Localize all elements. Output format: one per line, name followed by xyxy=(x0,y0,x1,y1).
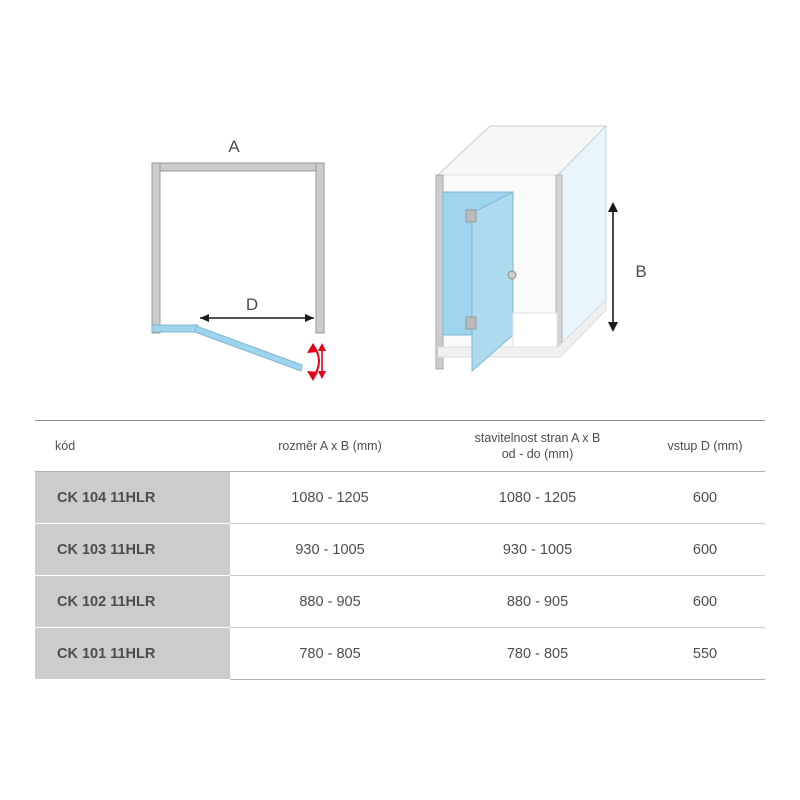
column-header-entry: vstup D (mm) xyxy=(645,421,765,472)
specification-table-wrapper xyxy=(35,420,765,680)
column-header-adjustability xyxy=(430,421,645,472)
cell-code: CK 104 11HLR xyxy=(35,472,230,524)
cell-adjustability: 880 - 905 xyxy=(430,576,645,628)
perspective-label-b: B xyxy=(635,262,647,281)
cell-size: 780 - 805 xyxy=(230,628,430,680)
column-header-adjustability-line2: od - do (mm) xyxy=(501,446,574,461)
swing-direction-arrow xyxy=(307,343,326,381)
specification-table xyxy=(35,420,765,680)
table-row xyxy=(35,472,765,524)
table-row xyxy=(35,628,765,680)
column-header-adjustability-line1: stavitelnost stran A x B xyxy=(474,431,601,445)
table-row xyxy=(35,524,765,576)
table-body xyxy=(35,472,765,680)
cell-adjustability: 930 - 1005 xyxy=(430,524,645,576)
dimension-b xyxy=(608,202,618,332)
table-header-row xyxy=(35,421,765,472)
column-header-code: kód xyxy=(35,421,230,472)
table-row xyxy=(35,576,765,628)
perspective-view-drawing xyxy=(436,126,647,371)
cell-code: CK 101 11HLR xyxy=(35,628,230,680)
plan-label-d: D xyxy=(245,295,259,314)
table-header xyxy=(35,421,765,472)
plan-view-drawing xyxy=(152,137,326,381)
cell-entry: 600 xyxy=(645,524,765,576)
cell-entry: 600 xyxy=(645,576,765,628)
cell-size: 930 - 1005 xyxy=(230,524,430,576)
cell-code: CK 103 11HLR xyxy=(35,524,230,576)
cell-size: 1080 - 1205 xyxy=(230,472,430,524)
cell-size: 880 - 905 xyxy=(230,576,430,628)
cell-adjustability: 1080 - 1205 xyxy=(430,472,645,524)
cell-adjustability: 780 - 805 xyxy=(430,628,645,680)
cell-entry: 600 xyxy=(645,472,765,524)
plan-label-a: A xyxy=(228,137,240,156)
cell-entry: 550 xyxy=(645,628,765,680)
cell-code: CK 102 11HLR xyxy=(35,576,230,628)
column-header-size: rozměr A x B (mm) xyxy=(230,421,430,472)
